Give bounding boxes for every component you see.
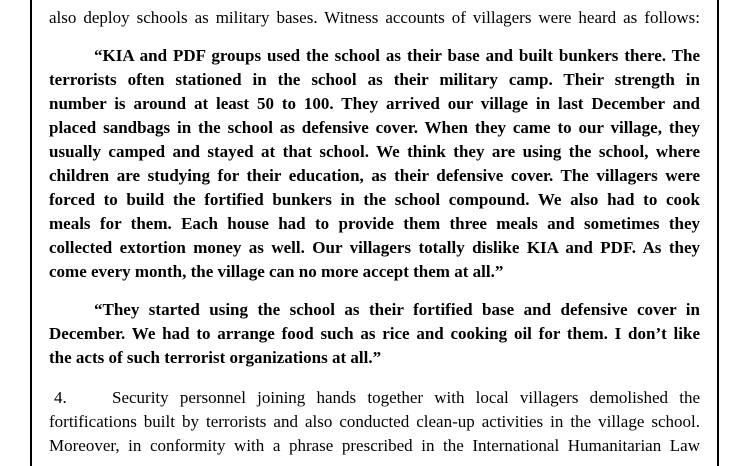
- intro-line: also deploy schools as military bases. Witness accounts of villagers were heard as follows:: [49, 8, 700, 27]
- para4-line: Moreover, in conformity with a phrase prescribed in the International Humanitarian Law: [49, 436, 700, 455]
- quote2-line: “They started using the school as their fortified base and defensive cover in: [94, 300, 700, 319]
- quote1-line: come every month, the village can no more accept them at all.”: [49, 262, 504, 281]
- quote1-line: usually camped and stayed at that school. We think they are using the school, where: [49, 142, 700, 161]
- quote1-line: collected extortion money as well. Our villagers totally dislike KIA and PDF. As they: [49, 238, 700, 257]
- intro-text: [49, 6, 700, 30]
- para4-line: fortifications built by terrorists and also conducted clean-up activities in the village school.: [49, 412, 700, 431]
- witness-quote-2: [49, 298, 700, 370]
- quote1-line: terrorists often stationed in the school as their military camp. Their strength in: [49, 70, 700, 89]
- quote1-line: children are studying for their education, as their defensive cover. The villagers were: [49, 166, 700, 185]
- paragraph-number: 4.: [54, 388, 67, 407]
- paragraph-4: [49, 386, 700, 458]
- para4-line: Security personnel joining hands together with local villagers demolished the: [112, 388, 700, 407]
- quote2-line: December. We had to arrange food such as rice and cooking oil for them. I don’t like: [49, 324, 700, 343]
- quote1-line: meals for them. Each house had to provide them three meals and sometimes they: [49, 214, 700, 233]
- witness-quote-1: [49, 44, 700, 284]
- quote1-line: number is around at least 50 to 100. They arrived our village in last December and: [49, 94, 700, 113]
- quote1-line: “KIA and PDF groups used the school as their base and built bunkers there. The: [94, 46, 700, 65]
- quote2-line: the acts of such terrorist organizations at all.”: [49, 348, 382, 367]
- quote1-line: forced to build the fortified bunkers in the school compound. We also had to cook: [49, 190, 700, 209]
- quote1-line: placed sandbags in the school as defensive cover. When they came to our village, they: [49, 118, 700, 137]
- para4-first-line: [49, 386, 700, 410]
